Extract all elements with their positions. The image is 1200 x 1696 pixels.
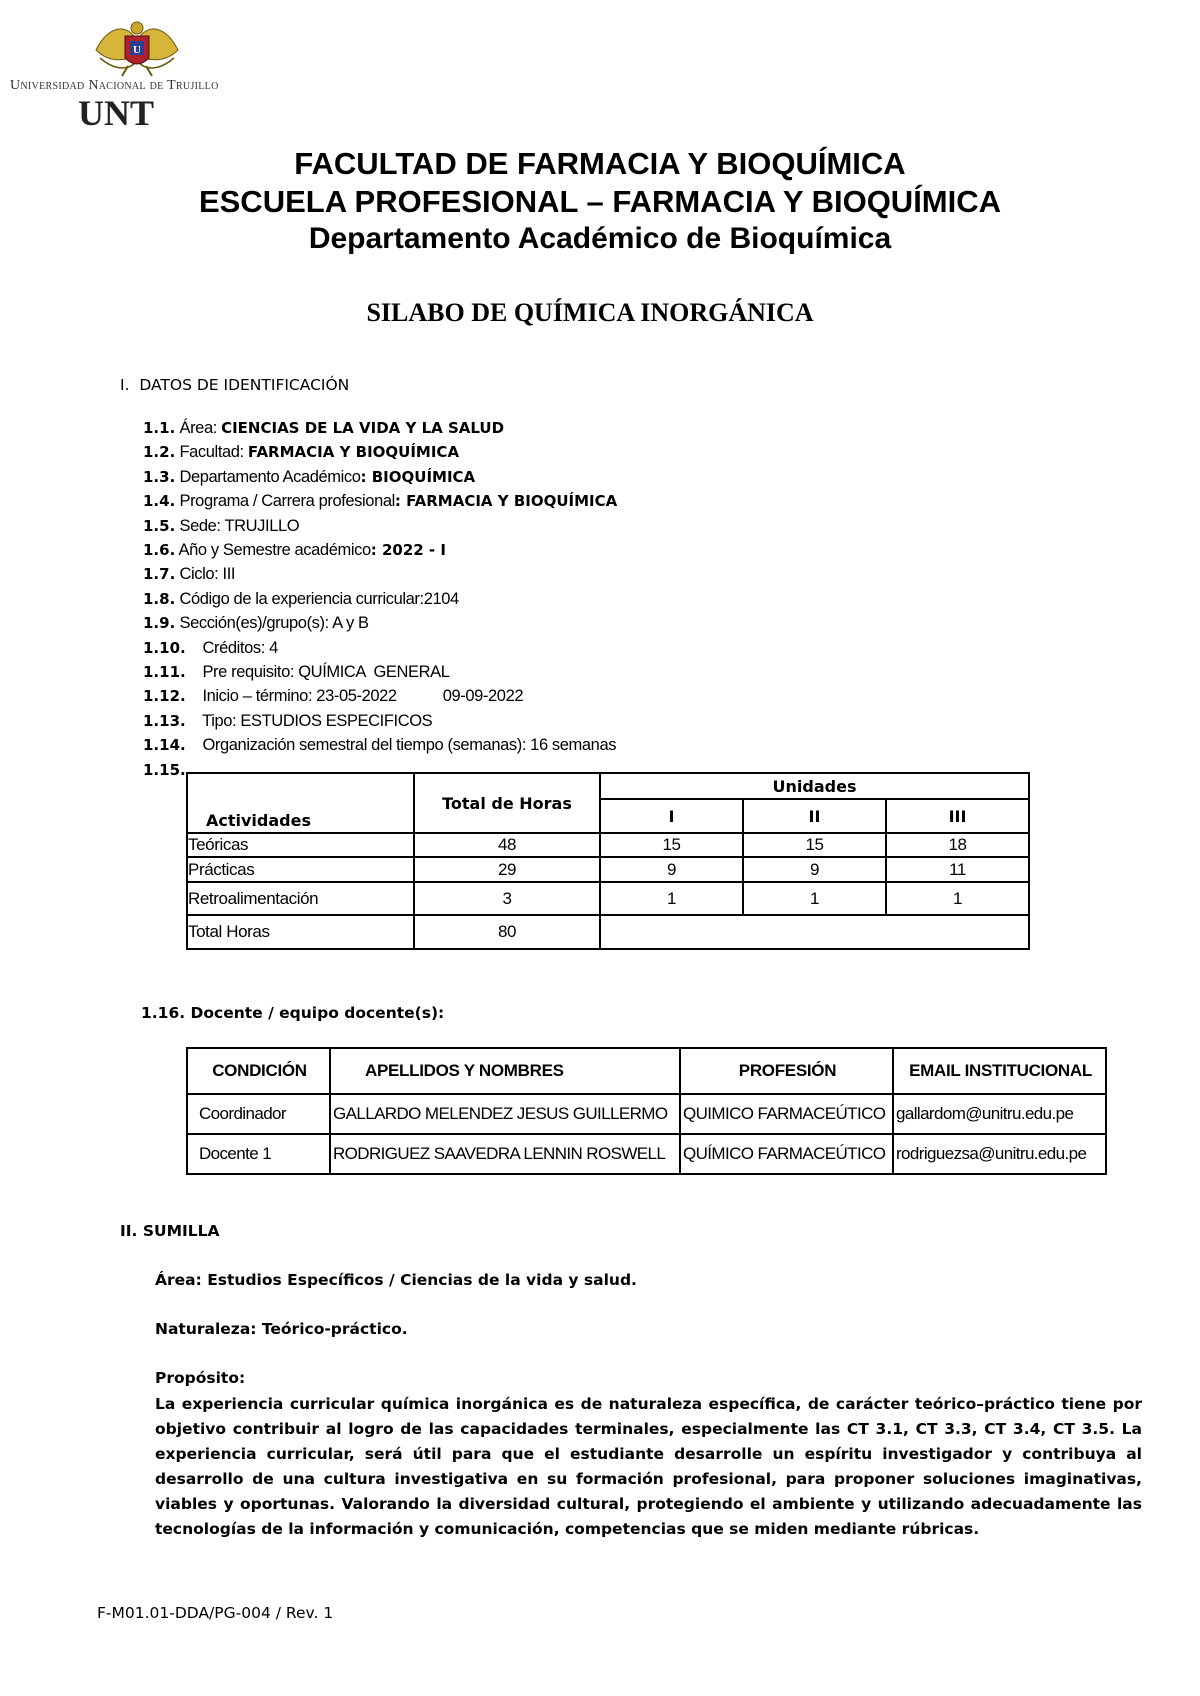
identification-item (143, 418, 504, 438)
unit-cell: 11 (886, 857, 1029, 882)
item-number: 1.8. (143, 589, 176, 608)
table-row (187, 882, 1029, 915)
hours-table (186, 772, 1030, 950)
university-logo (10, 8, 260, 133)
table-row (187, 833, 1029, 857)
item-label: Sede: TRUJILLO (175, 516, 300, 535)
name-cell: RODRIGUEZ SAAVEDRA LENNIN ROSWELL (330, 1134, 680, 1174)
identification-item (143, 516, 299, 536)
syllabus-title: SILABO DE QUÍMICA INORGÁNICA (366, 298, 814, 327)
activity-cell: Prácticas (187, 857, 414, 882)
identification-item (143, 760, 186, 780)
area-line: Área: Estudios Específicos / Ciencias de la vida y salud. (155, 1271, 637, 1289)
document-code: F-M01.01-DDA/PG-004 / Rev. 1 (97, 1604, 334, 1622)
item-number: 1.6. (143, 541, 176, 559)
unit-cell: 18 (886, 833, 1029, 857)
item-number: 1.4. (143, 492, 176, 511)
item-number: 1.1. (143, 419, 176, 437)
item-number: 1.3. (143, 467, 176, 486)
email-cell: rodriguezsa@unitru.edu.pe (893, 1134, 1106, 1174)
section-1-title: I. DATOS DE IDENTIFICACIÓN (120, 376, 350, 394)
item-label: Programa / Carrera profesional (175, 492, 395, 511)
teachers-table (186, 1047, 1107, 1175)
identification-item (143, 491, 617, 511)
purpose-label: Propósito: (155, 1369, 246, 1387)
item-label: Créditos: 4 (185, 638, 278, 657)
identification-item (143, 540, 446, 560)
school-title: ESCUELA PROFESIONAL – FARMACIA Y BIOQUÍMICA (198, 184, 1002, 219)
section-2-title: II. SUMILLA (120, 1222, 220, 1240)
col-email: EMAIL INSTITUCIONAL (893, 1048, 1106, 1094)
unit-cell: 15 (743, 833, 886, 857)
profession-cell: QUÍMICO FARMACEÚTICO (680, 1134, 893, 1174)
col-units: Unidades (600, 773, 1029, 799)
department-title: Departamento Académico de Bioquímica (308, 222, 892, 255)
total-cell: 48 (414, 833, 600, 857)
unit-label: I (600, 799, 743, 833)
col-total-hours: Total de Horas (414, 773, 600, 833)
item-number: 1.15. (143, 760, 186, 779)
total-cell: 29 (414, 857, 600, 882)
unit-cell: 1 (743, 882, 886, 915)
unit-cell: 1 (600, 882, 743, 915)
university-name: Universidad Nacional de Trujillo (10, 78, 219, 93)
item-label: Organización semestral del tiempo (semanas): 16 semanas (185, 736, 617, 755)
total-cell: 80 (414, 915, 600, 949)
total-row (187, 915, 1029, 949)
name-cell: GALLARDO MELENDEZ JESUS GUILLERMO (330, 1094, 680, 1134)
table-row (187, 1134, 1106, 1174)
activity-cell: Retroalimentación (187, 882, 414, 915)
email-cell: gallardom@unitru.edu.pe (893, 1094, 1106, 1134)
table-row (187, 1094, 1106, 1134)
identification-item (143, 613, 369, 633)
item-label: Código de la experiencia curricular:2104 (175, 589, 459, 608)
university-acronym: UNT (78, 93, 155, 133)
item-label: Tipo: ESTUDIOS ESPECIFICOS (185, 711, 433, 730)
item-number: 1.2. (143, 443, 176, 462)
unit-cell: 1 (886, 882, 1029, 915)
item-label: Área: (175, 419, 222, 437)
col-condition: CONDICIÓN (187, 1048, 330, 1094)
col-names: APELLIDOS Y NOMBRES (330, 1048, 680, 1094)
item-value: : 2022 - I (370, 541, 446, 559)
item-number: 1.11. (143, 663, 186, 681)
unit-label: II (743, 799, 886, 833)
item-value: FARMACIA Y BIOQUÍMICA (247, 443, 460, 462)
identification-item (143, 442, 459, 462)
activity-cell: Total Horas (187, 915, 414, 949)
col-activities: Actividades (187, 773, 414, 833)
faculty-title: FACULTAD DE FARMACIA Y BIOQUÍMICA (294, 146, 906, 181)
item-label: Sección(es)/grupo(s): A y B (175, 614, 369, 633)
item-number: 1.9. (143, 614, 176, 633)
table-row (187, 857, 1029, 882)
unit-cell: 9 (600, 857, 743, 882)
identification-item (143, 735, 616, 755)
identification-item (143, 711, 432, 731)
item-number: 1.13. (143, 711, 186, 730)
item-label: Inicio – término: 23-05-2022 09-09-2022 (185, 687, 524, 706)
activity-cell: Teóricas (187, 833, 414, 857)
identification-item (143, 564, 235, 584)
item-value: CIENCIAS DE LA VIDA Y LA SALUD (221, 419, 505, 437)
nature-line: Naturaleza: Teórico-práctico. (155, 1320, 408, 1338)
condition-cell: Coordinador (187, 1094, 330, 1134)
item-value: : FARMACIA Y BIOQUÍMICA (394, 492, 618, 511)
item-number: 1.7. (143, 565, 176, 584)
item-label: Ciclo: III (175, 565, 236, 584)
svg-text:U: U (133, 44, 141, 56)
condition-cell: Docente 1 (187, 1134, 330, 1174)
col-profession: PROFESIÓN (680, 1048, 893, 1094)
item-value: : BIOQUÍMICA (360, 467, 476, 486)
identification-item (143, 467, 475, 487)
item-label: Departamento Académico (175, 467, 361, 486)
profession-cell: QUIMICO FARMACEÚTICO (680, 1094, 893, 1134)
identification-item (143, 638, 278, 658)
item-number: 1.14. (143, 736, 186, 755)
item-number: 1.12. (143, 687, 186, 706)
total-cell: 3 (414, 882, 600, 915)
item-number: 1.5. (143, 516, 176, 535)
identification-item (143, 686, 523, 706)
item-label: Facultad: (175, 443, 248, 462)
item-label: Año y Semestre académico (175, 541, 371, 559)
item-number: 1.10. (143, 638, 186, 657)
empty-cell (600, 915, 1029, 949)
unit-cell: 9 (743, 857, 886, 882)
item-label: Pre requisito: QUÍMICA GENERAL (185, 663, 450, 681)
teachers-title: 1.16. Docente / equipo docente(s): (141, 1004, 445, 1022)
identification-item (143, 662, 450, 682)
unit-label: III (886, 799, 1029, 833)
identification-item (143, 589, 459, 609)
unit-cell: 15 (600, 833, 743, 857)
purpose-paragraph: La experiencia curricular química inorgánica es de naturaleza específica, de carácter teórico–práctico tiene por objetivo contribuir al logro de las capacidades terminales, especialmente las CT 3.1, CT 3.3, CT 3.4, CT 3.5. La experiencia curricular, será útil para que el estudiante desarrolle un espíritu investigador y contribuya al desarrollo de una cultura investigativa en su formación profesional, para proponer soluciones imaginativas, viables y oportunas. Valorando la diversidad cultural, protegiendo el ambiente y utilizando adecuadamente las tecnologías de la información y comunicación, competencias que se miden mediante rúbricas. (155, 1395, 1142, 1538)
